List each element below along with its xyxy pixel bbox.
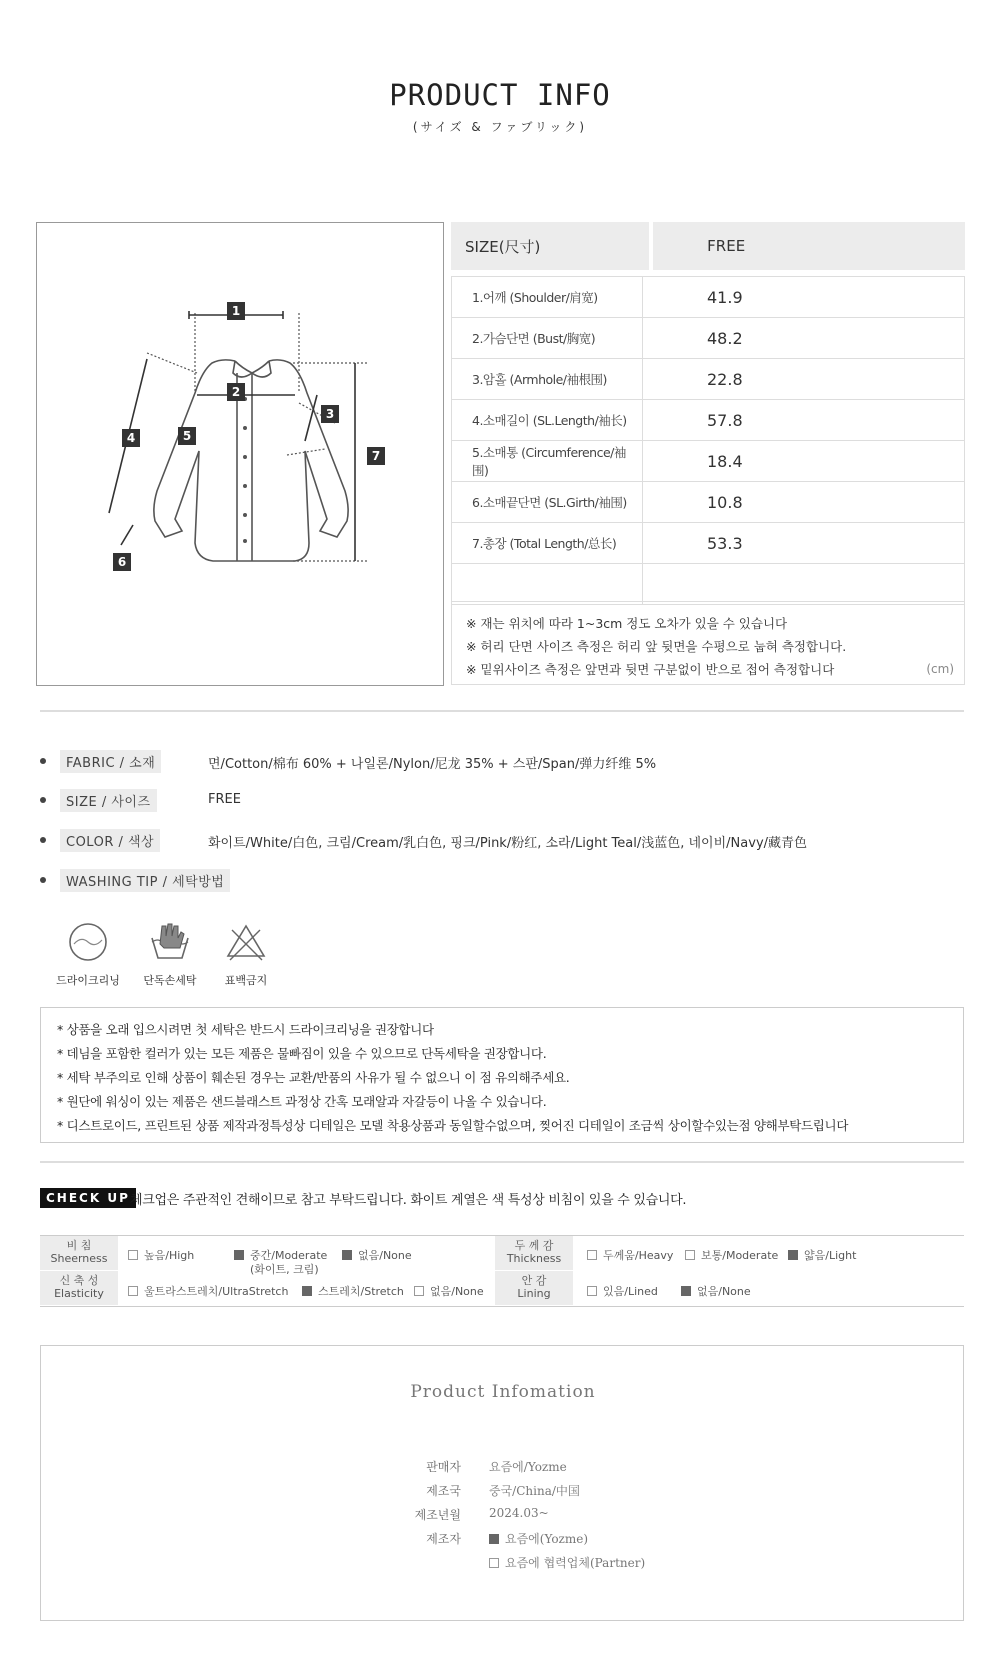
row-label: 5.소매통 (Circumference/袖围) xyxy=(452,441,643,481)
product-information xyxy=(40,1345,964,1621)
info-value: 요즘에(Yozme) xyxy=(505,1532,589,1546)
label-ko: 두 께 감 xyxy=(514,1239,554,1252)
checkbox-checked-icon xyxy=(489,1534,499,1544)
checkbox-icon xyxy=(587,1250,597,1260)
row-value: 18.4 xyxy=(707,451,743,471)
size-table-body xyxy=(451,276,965,605)
lining-option xyxy=(587,1283,658,1299)
marker-7: 7 xyxy=(367,447,385,465)
row-label: 3.암홀 (Armhole/袖根围) xyxy=(452,359,643,399)
checkbox-checked-icon xyxy=(788,1250,798,1260)
spec-fabric xyxy=(40,750,161,772)
bullet-icon xyxy=(40,877,46,883)
label-en: Lining xyxy=(517,1287,551,1300)
label-ko: 안 감 xyxy=(521,1274,547,1287)
table-row xyxy=(452,482,964,523)
table-row xyxy=(452,277,964,318)
size-col-value: FREE xyxy=(653,222,965,270)
sheerness-label xyxy=(40,1236,118,1270)
wash-dry-clean xyxy=(48,920,128,988)
marker-2: 2 xyxy=(227,383,245,401)
care-line: * 상품을 오래 입으시려면 첫 세탁은 반드시 드라이크리닝을 권장합니다 xyxy=(57,1022,434,1037)
care-notes xyxy=(40,1007,964,1143)
marker-3: 3 xyxy=(321,405,339,423)
divider xyxy=(40,710,964,712)
page-title: PRODUCT INFO xyxy=(389,78,611,112)
table-row xyxy=(452,564,964,604)
unit-label: (cm) xyxy=(926,662,954,676)
checkup-text: 체크업은 주관적인 견해이므로 참고 부탁드립니다. 화이트 계열은 색 특성상 비침이 있을 수 있습니다. xyxy=(130,1193,687,1208)
thickness-option xyxy=(788,1247,856,1263)
care-line: * 세탁 부주의로 인해 상품이 훼손된 경우는 교환/반품의 사유가 될 수 없으니 이 점 유의해주세요. xyxy=(57,1070,570,1085)
thickness-option xyxy=(587,1247,673,1263)
option-label: 보통/Moderate xyxy=(701,1249,779,1262)
spec-color-value: 화이트/White/白色, 크림/Cream/乳白色, 핑크/Pink/粉红, 소라/Light Teal/浅蓝色, 네이비/Navy/藏青色 xyxy=(208,836,808,851)
row-label: 6.소매끝단면 (SL.Girth/袖围) xyxy=(452,482,643,522)
option-label: 스트레치/Stretch xyxy=(318,1285,404,1298)
row-value: 53.3 xyxy=(707,533,743,553)
table-row xyxy=(452,441,964,482)
elasticity-option xyxy=(414,1283,484,1299)
spec-size xyxy=(40,789,157,811)
spec-label: SIZE / 사이즈 xyxy=(60,789,157,812)
spec-label: WASHING TIP / 세탁방법 xyxy=(60,869,230,892)
row-label: 7.총장 (Total Length/总长) xyxy=(452,523,643,563)
hand-wash-icon xyxy=(148,920,192,964)
row-value: 41.9 xyxy=(707,287,743,307)
checkbox-icon xyxy=(128,1250,138,1260)
marker-4: 4 xyxy=(122,429,140,447)
row-value: 10.8 xyxy=(707,492,743,512)
care-line: * 원단에 워싱이 있는 제품은 샌드블래스트 과정상 간혹 모래알과 자갈등이 나올 수 있습니다. xyxy=(57,1094,547,1109)
info-value: 2024.03~ xyxy=(489,1506,549,1520)
product-info-title: Product Infomation xyxy=(410,1382,596,1402)
spec-label: COLOR / 색상 xyxy=(60,829,160,852)
option-label: 울트라스트레치/UltraStretch xyxy=(144,1285,289,1298)
wash-caption: 단독손세탁 xyxy=(143,974,197,987)
marker-1: 1 xyxy=(227,302,245,320)
label-en: Sheerness xyxy=(50,1252,108,1265)
table-row xyxy=(452,400,964,441)
elasticity-option xyxy=(302,1283,404,1299)
wash-hand xyxy=(130,920,210,988)
manufacturer-option xyxy=(489,1530,588,1547)
label-en: Elasticity xyxy=(54,1287,104,1300)
checkup-table xyxy=(40,1235,964,1307)
note-line: ※ 재는 위치에 따라 1~3cm 정도 오차가 있을 수 있습니다 xyxy=(466,616,788,631)
spec-fabric-value: 면/Cotton/棉布 60% + 나일론/Nylon/尼龙 35% + 스판/Span/弹力纤维 5% xyxy=(208,757,657,772)
row-label: 1.어깨 (Shoulder/肩宽) xyxy=(452,277,643,317)
row-value: 22.8 xyxy=(707,369,743,389)
checkup-badge: CHECK UP xyxy=(40,1188,136,1208)
checkbox-checked-icon xyxy=(234,1250,244,1260)
measurement-notes xyxy=(451,601,965,685)
checkbox-checked-icon xyxy=(681,1286,691,1296)
option-label: 없음/None xyxy=(697,1285,751,1298)
checkbox-icon xyxy=(414,1286,424,1296)
divider xyxy=(40,1161,964,1163)
option-label: 없음/None xyxy=(358,1249,412,1262)
elasticity-option xyxy=(128,1283,288,1299)
checkbox-checked-icon xyxy=(302,1286,312,1296)
label-ko: 신 축 성 xyxy=(59,1274,99,1287)
option-label: 있음/Lined xyxy=(603,1285,658,1298)
checkup-row xyxy=(40,1271,964,1306)
marker-6: 6 xyxy=(113,553,131,571)
info-label: 제조년월 xyxy=(414,1508,461,1522)
option-label: 얇음/Light xyxy=(804,1249,857,1262)
wash-caption: 드라이크리닝 xyxy=(56,974,120,987)
sheerness-option xyxy=(128,1247,194,1263)
info-label: 제조국 xyxy=(426,1484,461,1498)
table-row xyxy=(452,318,964,359)
page-subtitle: (サイズ & ファブリック) xyxy=(412,120,588,134)
spec-washing xyxy=(40,869,230,891)
bullet-icon xyxy=(40,797,46,803)
elasticity-label xyxy=(40,1271,118,1305)
bullet-icon xyxy=(40,837,46,843)
note-line: ※ 밑위사이즈 측정은 앞면과 뒷면 구분없이 반으로 접어 측정합니다 xyxy=(466,662,835,677)
row-label xyxy=(452,564,643,604)
size-table xyxy=(451,222,965,605)
lining-option xyxy=(681,1283,751,1299)
option-label: 중간/Moderate xyxy=(250,1249,328,1262)
thickness-option xyxy=(685,1247,778,1263)
row-value xyxy=(643,564,707,604)
measurement-diagram xyxy=(36,222,444,686)
thickness-label xyxy=(495,1236,573,1270)
checkbox-icon xyxy=(685,1250,695,1260)
table-row xyxy=(452,523,964,564)
table-row xyxy=(452,359,964,400)
spec-label: FABRIC / 소재 xyxy=(60,750,161,773)
row-label: 4.소매길이 (SL.Length/袖长) xyxy=(452,400,643,440)
care-line: * 데님을 포함한 컬러가 있는 모든 제품은 물빠짐이 있을 수 있으므로 단독세탁을 권장합니다. xyxy=(57,1046,547,1061)
lining-label xyxy=(495,1271,573,1305)
label-ko: 비 침 xyxy=(66,1239,92,1252)
info-label: 제조자 xyxy=(426,1532,461,1546)
no-bleach-icon xyxy=(224,920,268,964)
spec-color xyxy=(40,829,160,851)
sheerness-option xyxy=(342,1247,412,1263)
info-value: 요즘에/Yozme xyxy=(489,1460,567,1474)
info-value: 중국/China/中国 xyxy=(489,1484,580,1498)
note-line: ※ 허리 단면 사이즈 측정은 허리 앞 뒷면을 수평으로 눕혀 측정합니다. xyxy=(466,639,847,654)
bullet-icon xyxy=(40,758,46,764)
partner-option xyxy=(489,1554,645,1571)
label-en: Thickness xyxy=(506,1252,562,1265)
checkbox-icon xyxy=(587,1286,597,1296)
row-label: 2.가슴단면 (Bust/胸宽) xyxy=(452,318,643,358)
size-table-header xyxy=(451,222,965,270)
wash-no-bleach xyxy=(206,920,286,988)
option-label: 없음/None xyxy=(430,1285,484,1298)
checkup-row xyxy=(40,1236,964,1276)
info-label: 판매자 xyxy=(426,1460,461,1474)
wash-caption: 표백금지 xyxy=(224,974,268,987)
option-label: 높음/High xyxy=(144,1249,195,1262)
row-value: 48.2 xyxy=(707,328,743,348)
info-value: 요즘에 협력업체(Partner) xyxy=(505,1556,646,1570)
marker-5: 5 xyxy=(178,427,196,445)
size-col-label: SIZE(尺寸) xyxy=(451,222,649,270)
option-label: 두께움/Heavy xyxy=(603,1249,674,1262)
sheerness-sub: (화이트, 크림) xyxy=(250,1263,319,1276)
row-value: 57.8 xyxy=(707,410,743,430)
care-line: * 디스트로이드, 프린트된 상품 제작과정특성상 디테일은 모델 착용상품과 동일할수없으며, 찢어진 디테일이 조금씩 상이할수있는점 양해부탁드립니다 xyxy=(57,1118,849,1133)
checkbox-icon xyxy=(128,1286,138,1296)
dry-clean-icon xyxy=(66,920,110,964)
checkbox-checked-icon xyxy=(342,1250,352,1260)
spec-size-value: FREE xyxy=(208,792,241,807)
checkbox-icon xyxy=(489,1558,499,1568)
